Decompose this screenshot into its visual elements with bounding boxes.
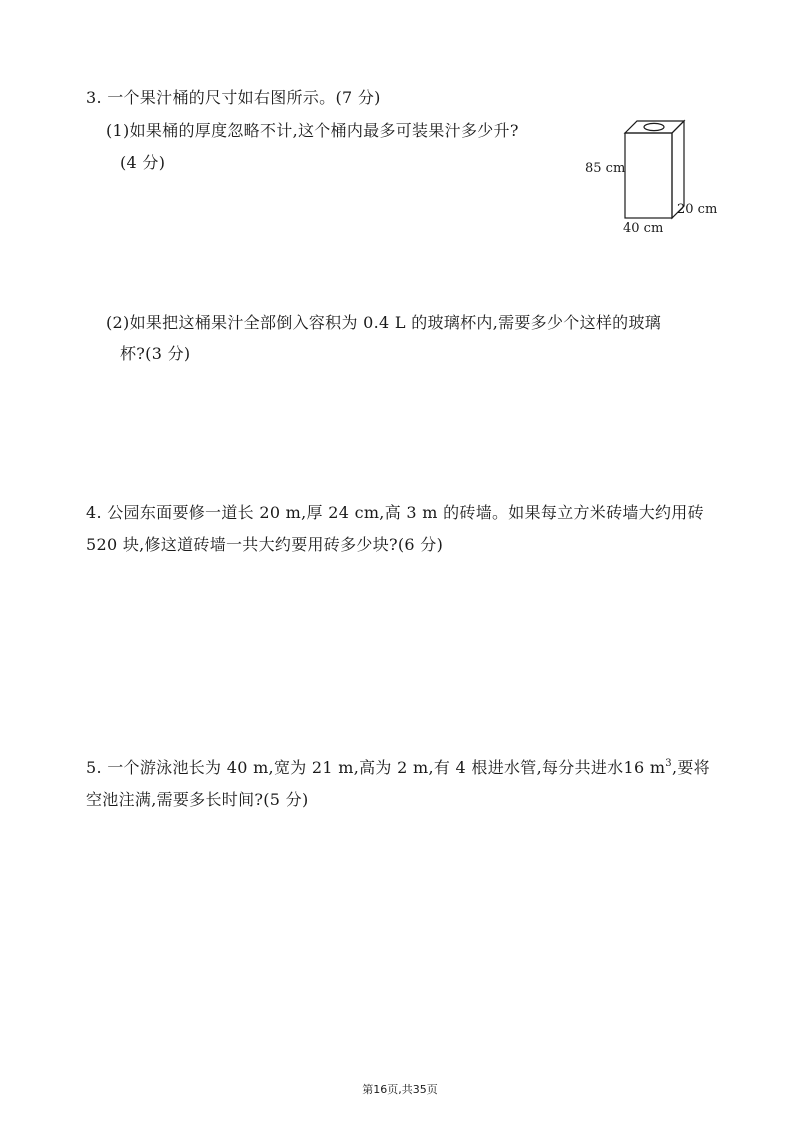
height-label: 85 cm (585, 161, 626, 176)
q5-line1 (86, 757, 710, 779)
q5-line1-tail: ,要将 (671, 758, 710, 777)
length-label: 40 cm (623, 221, 664, 236)
q3-part2-line2: 杯?(3 分) (120, 344, 191, 363)
q3-stem: 3. 一个果汁桶的尺寸如右图所示。(7 分) (86, 88, 381, 107)
juice-bucket-figure (580, 110, 730, 235)
q3-part1-score: (4 分) (120, 153, 166, 172)
q5-line1-main: 5. 一个游泳池长为 40 m,宽为 21 m,高为 2 m,有 4 根进水管,每分共进水16 m (86, 758, 666, 777)
q4-line2: 520 块,修这道砖墙一共大约要用砖多少块?(6 分) (86, 535, 444, 554)
width-label: 20 cm (677, 202, 718, 217)
cuboid-top-face (625, 121, 684, 133)
q3-part2-line1: (2)如果把这桶果汁全部倒入容积为 0.4 L 的玻璃杯内,需要多少个这样的玻璃 (106, 313, 662, 332)
bucket-opening (644, 123, 664, 130)
q4-line1: 4. 公园东面要修一道长 20 m,厚 24 cm,高 3 m 的砖墙。如果每立方米砖墙大约用砖 (86, 503, 704, 522)
page-number: 第16页,共35页 (362, 1083, 438, 1096)
q3-part1-text: (1)如果桶的厚度忽略不计,这个桶内最多可装果汁多少升? (106, 121, 519, 140)
q5-line2: 空池注满,需要多长时间?(5 分) (86, 790, 309, 809)
cubic-superscript: 3 (665, 758, 672, 769)
cuboid-front-face (625, 133, 672, 218)
